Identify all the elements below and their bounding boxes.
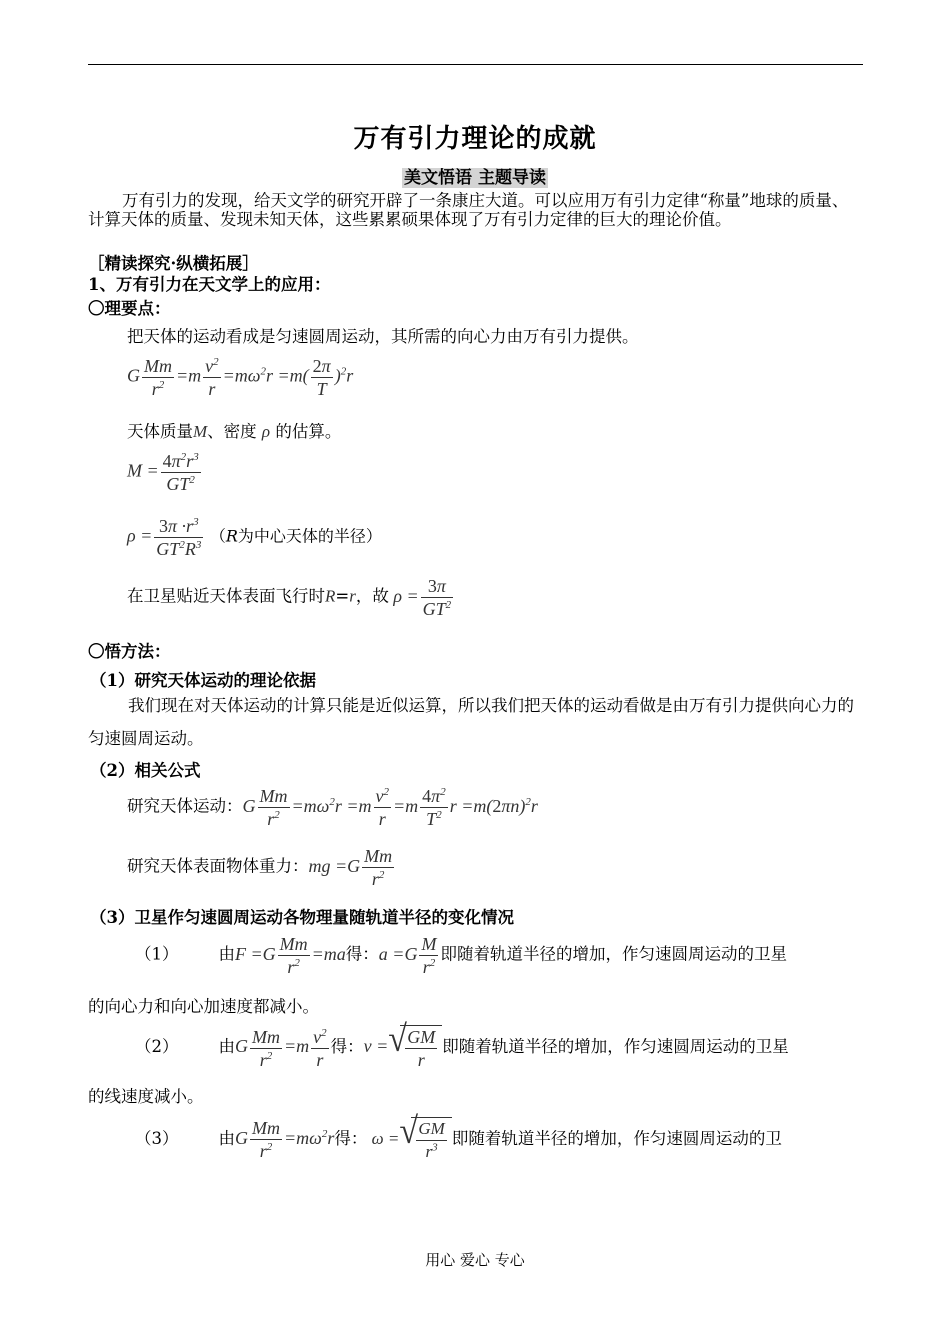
- method1-heading: （1）研究天体运动的理论依据: [90, 671, 316, 690]
- section-tag: ［精读探究·纵横拓展］: [88, 254, 259, 273]
- mass-density-line: 天体质量M、密度 ρ 的估算。: [127, 422, 342, 441]
- item3-line: （3） 由G $\frac{Mm}{r^2}$ $=m\omega^2r$得： ω = √ $\frac{GM}{r^3}$ 即随着轨道半径的增加，作匀速圆周运动的卫: [135, 1111, 782, 1162]
- item2-line: （2） 由G $\frac{Mm}{r^2}$ =m $\frac{v^2}{r}$ 得：v = √ $\frac{GM}{r}$ 即随着轨道半径的增加，作匀速圆周运动的卫星: [135, 1019, 789, 1070]
- item2-cont: 的线速度减小。: [88, 1087, 204, 1106]
- rho-note-b: 为中心天体的半径）: [237, 526, 382, 546]
- intro-text: 万有引力的发现，给天文学的研究开辟了一条康庄大道。可以应用万有引力定律“称量”地球的质量、计算天体的质量、发现未知天体，这些累累硕果体现了万有引力定律的巨大的理论价值。: [88, 191, 849, 229]
- method3-heading: （3）卫星作匀速圆周运动各物理量随轨道半径的变化情况: [90, 908, 514, 927]
- item1-num: （1）: [135, 944, 179, 964]
- header-rule: [88, 64, 863, 65]
- item2-pre: 由: [218, 1037, 235, 1057]
- method1-paragraph: [88, 689, 863, 755]
- item2-post: 即随着轨道半径的增加，作匀速圆周运动的卫星: [442, 1037, 789, 1057]
- page-footer: 用心 爱心 专心: [425, 1251, 525, 1269]
- item2-num: （2）: [135, 1037, 179, 1057]
- item3-post: 即随着轨道半径的增加，作匀速圆周运动的卫: [451, 1128, 782, 1148]
- method1-text: 我们现在对天体运动的计算只能是近似运算，所以我们把天体的运动看做是由万有引力提供向心力的匀速圆周运动。: [88, 696, 854, 748]
- formula-mass: M = $\frac{4\pi^2r^3}{GT^2}$: [127, 451, 199, 494]
- item1-mid: 得：: [345, 944, 379, 964]
- mass-density-text-c: 的估算。: [275, 422, 342, 441]
- method-label: 〇悟方法：: [88, 642, 171, 661]
- surface-text-a: 在卫星贴近天体表面飞行时: [127, 586, 325, 606]
- item1-line: （1） 由F =G $\frac{Mm}{r^2}$ =ma得：a =G $\frac{M}{r^2}$ 即随着轨道半径的增加，作匀速圆周运动的卫星: [135, 934, 787, 977]
- subtitle: [0, 163, 950, 188]
- mass-density-text-a: 天体质量: [127, 422, 193, 441]
- key-text: 把天体的运动看成是匀速圆周运动，其所需的向心力由万有引力提供。: [127, 327, 639, 346]
- method2-heading: （2）相关公式: [90, 761, 201, 780]
- formula-gravity-label: 研究天体表面物体重力：: [127, 856, 309, 876]
- formula-gravity-line: 研究天体表面物体重力：mg =G $\frac{Mm}{r^2}$: [127, 846, 393, 889]
- surface-text-b: ，故: [355, 586, 389, 606]
- heading-applications: 1、万有引力在天文学上的应用：: [88, 275, 331, 294]
- intro-paragraph: [88, 191, 863, 229]
- item1-cont: 的向心力和向心加速度都减小。: [88, 997, 319, 1016]
- item1-pre: 由: [218, 944, 235, 964]
- page-title: 万有引力理论的成就: [353, 124, 597, 154]
- item3-num: （3）: [135, 1128, 179, 1148]
- item2-mid: 得：: [330, 1037, 364, 1057]
- formula-motion-label: 研究天体运动：: [127, 796, 243, 816]
- formula-motion-line: 研究天体运动：G $\frac{Mm}{r^2}$ $=m\omega^2r =m$ $\frac{v^2}{r}$ =m $\frac{4\pi^2}{T^2}$ $r =m(2\pi n)^2r$: [127, 786, 538, 829]
- rho-note-a: （: [209, 526, 226, 546]
- key-points-label: 〇理要点：: [88, 299, 171, 318]
- mass-density-text-b: 、密度: [207, 422, 257, 441]
- formula-density: ρ = $\frac{3\pi \cdot r^3}{GT^2R^3}$ （R为中心天体的半径）: [127, 516, 382, 559]
- formula-centripetal: G $\frac{Mm}{r^2}$ =m $\frac{v^2}{r}$ $=m\omega^2r =m$( $\frac{2\pi}{T}$ )$^2$r: [127, 356, 354, 399]
- subtitle-text: 美文悟语 主题导读: [404, 168, 546, 188]
- item3-mid: 得：: [334, 1128, 368, 1148]
- item3-pre: 由: [218, 1128, 235, 1148]
- surface-line: 在卫星贴近天体表面飞行时R=r，故 ρ = $\frac{3\pi}{GT^2}$: [127, 576, 452, 619]
- item1-post: 即随着轨道半径的增加，作匀速圆周运动的卫星: [440, 944, 787, 964]
